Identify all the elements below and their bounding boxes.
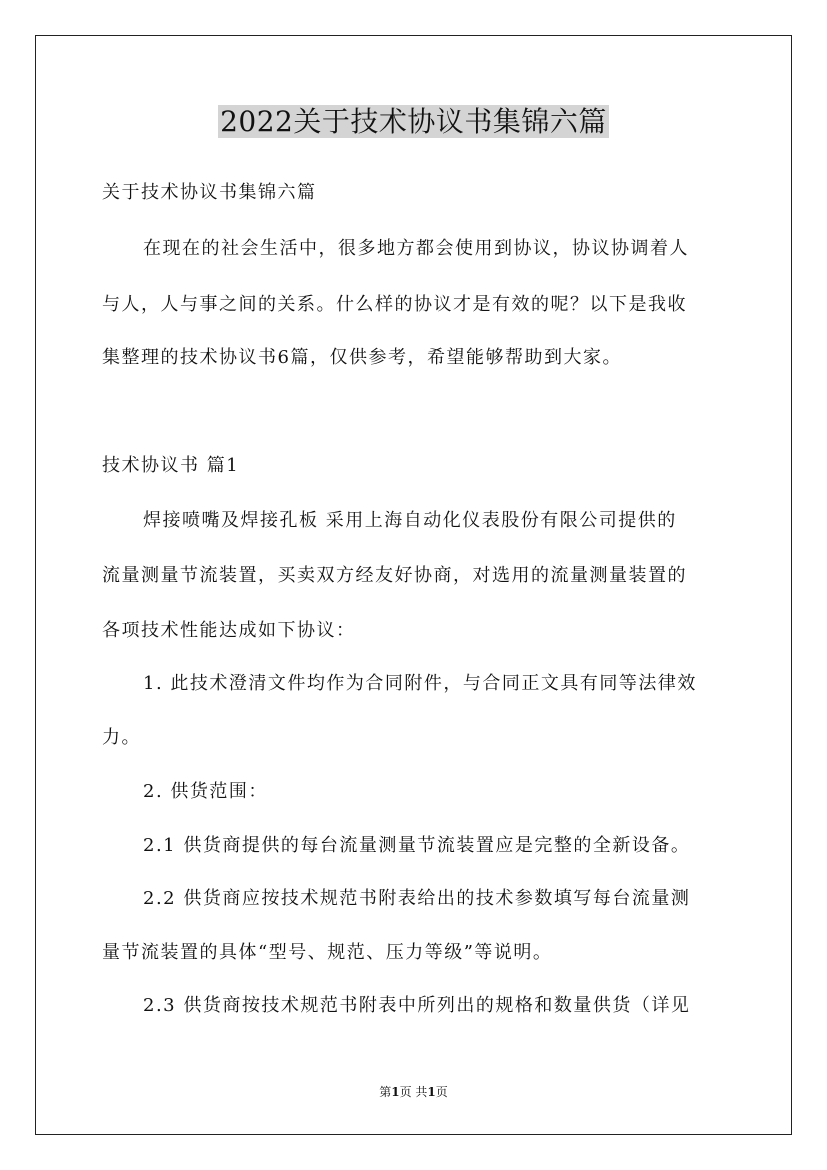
document-title: 2022关于技术协议书集锦六篇 <box>220 105 607 138</box>
paragraph-line: 力。 <box>102 727 141 748</box>
paragraph-line: 2.1 供货商提供的每台流量测量节流装置应是完整的全新设备。 <box>143 835 691 856</box>
paragraph-line: 在现在的社会生活中，很多地方都会使用到协议，协议协调着人 <box>143 238 689 259</box>
footer-suffix: 页 <box>435 1085 448 1099</box>
paragraph-line: 与人，人与事之间的关系。什么样的协议才是有效的呢？以下是我收 <box>102 294 687 315</box>
paragraph-line: 集整理的技术协议书6篇，仅供参考，希望能够帮助到大家。 <box>102 347 622 368</box>
subtitle-line: 关于技术协议书集锦六篇 <box>102 182 317 203</box>
paragraph-line: 量节流装置的具体“型号、规范、压力等级”等说明。 <box>102 942 553 963</box>
paragraph-line: 焊接喷嘴及焊接孔板 采用上海自动化仪表股份有限公司提供的 <box>143 510 677 531</box>
footer-page-number: 1 <box>391 1085 400 1099</box>
footer-mid: 页 共 <box>399 1085 428 1099</box>
paragraph-line: 2.3 供货商按技术规范书附表中所列出的规格和数量供货（详见 <box>143 995 691 1016</box>
paragraph-line: 1. 此技术澄清文件均作为合同附件，与合同正文具有同等法律效 <box>143 673 697 694</box>
paragraph-line: 2.2 供货商应按技术规范书附表给出的技术参数填写每台流量测 <box>143 888 691 909</box>
section-heading: 技术协议书 篇1 <box>102 455 240 476</box>
paragraph-line: 流量测量节流装置，买卖双方经友好协商，对选用的流量测量装置的 <box>102 565 687 586</box>
document-title-wrap <box>0 100 827 144</box>
paragraph-line: 2. 供货范围： <box>143 781 268 802</box>
page-footer <box>0 1084 827 1100</box>
footer-prefix: 第 <box>379 1085 392 1099</box>
paragraph-line: 各项技术性能达成如下协议： <box>102 620 356 641</box>
footer-total-pages: 1 <box>427 1085 436 1099</box>
